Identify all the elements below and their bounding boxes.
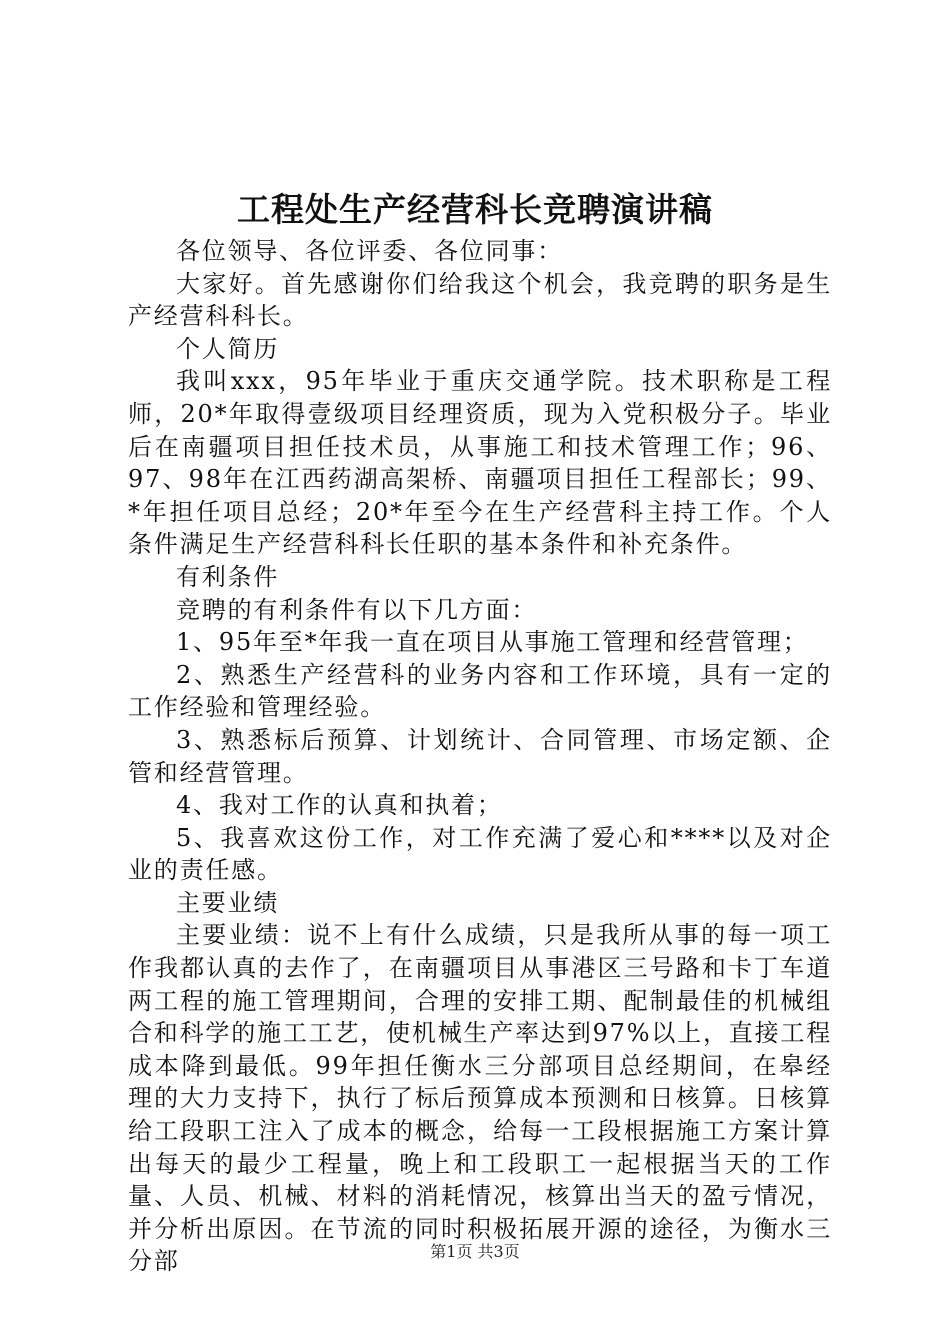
paragraph-achievements: 主要业绩：说不上有什么成绩，只是我所从事的每一项工作我都认真的去作了，在南疆项目从事港区三号路和卡丁车道两工程的施工管理期间，合理的安排工期、配制最佳的机械组合和科学的施工工艺，使机械生产率达到97%以上，直接工程成本降到最低。99年担任衡水三分部项目总经期间，在皋经理的大力支持下，执行了标后预算成本预测和日核算。日核算给工段职工注入了成本的概念，给每一工段根据施工方案计算出每天的最少工程量，晚上和工段职工一起根据当天的工作量、人员、机械、材料的消耗情况，核算出当天的盈亏情况，并分析出原因。在节流的同时积极拓展开源的途径，为衡水三分部 — [128, 921, 832, 1276]
page-number: 第1页 共3页 — [430, 1242, 520, 1261]
paragraph-resume: 我叫xxx，95年毕业于重庆交通学院。技术职称是工程师，20*年取得壹级项目经理资质，现为入党积极分子。毕业后在南疆项目担任技术员，从事施工和技术管理工作；96、97、98年在江西药湖高架桥、南疆项目担任工程部长；99、*年担任项目总经；20*年至今在生产经营科主持工作。个人条件满足生产经营科科长任职的基本条件和补充条件。 — [128, 367, 832, 559]
section-heading-resume: 个人简历 — [176, 334, 280, 363]
paragraph-greeting: 大家好。首先感谢你们给我这个机会，我竞聘的职务是生产经营科科长。 — [128, 269, 832, 331]
paragraph-advantages-intro: 竞聘的有利条件有以下几方面： — [176, 595, 538, 624]
list-item: 4、我对工作的认真和执着； — [176, 791, 503, 820]
document-title: 工程处生产经营科长竞聘演讲稿 — [237, 190, 713, 229]
document-body — [128, 235, 832, 1278]
list-item: 1、95年至*年我一直在项目从事施工管理和经营管理； — [176, 628, 809, 657]
list-item: 2、熟悉生产经营科的业务内容和工作环境，具有一定的工作经验和管理经验。 — [128, 660, 832, 722]
section-heading-advantages: 有利条件 — [176, 562, 280, 591]
list-item: 3、熟悉标后预算、计划统计、合同管理、市场定额、企管和经营管理。 — [128, 725, 832, 787]
paragraph-salutation: 各位领导、各位评委、各位同事： — [176, 237, 563, 265]
section-heading-achievements: 主要业绩 — [176, 888, 280, 917]
list-item: 5、我喜欢这份工作，对工作充满了爱心和****以及对企业的责任感。 — [128, 823, 832, 885]
